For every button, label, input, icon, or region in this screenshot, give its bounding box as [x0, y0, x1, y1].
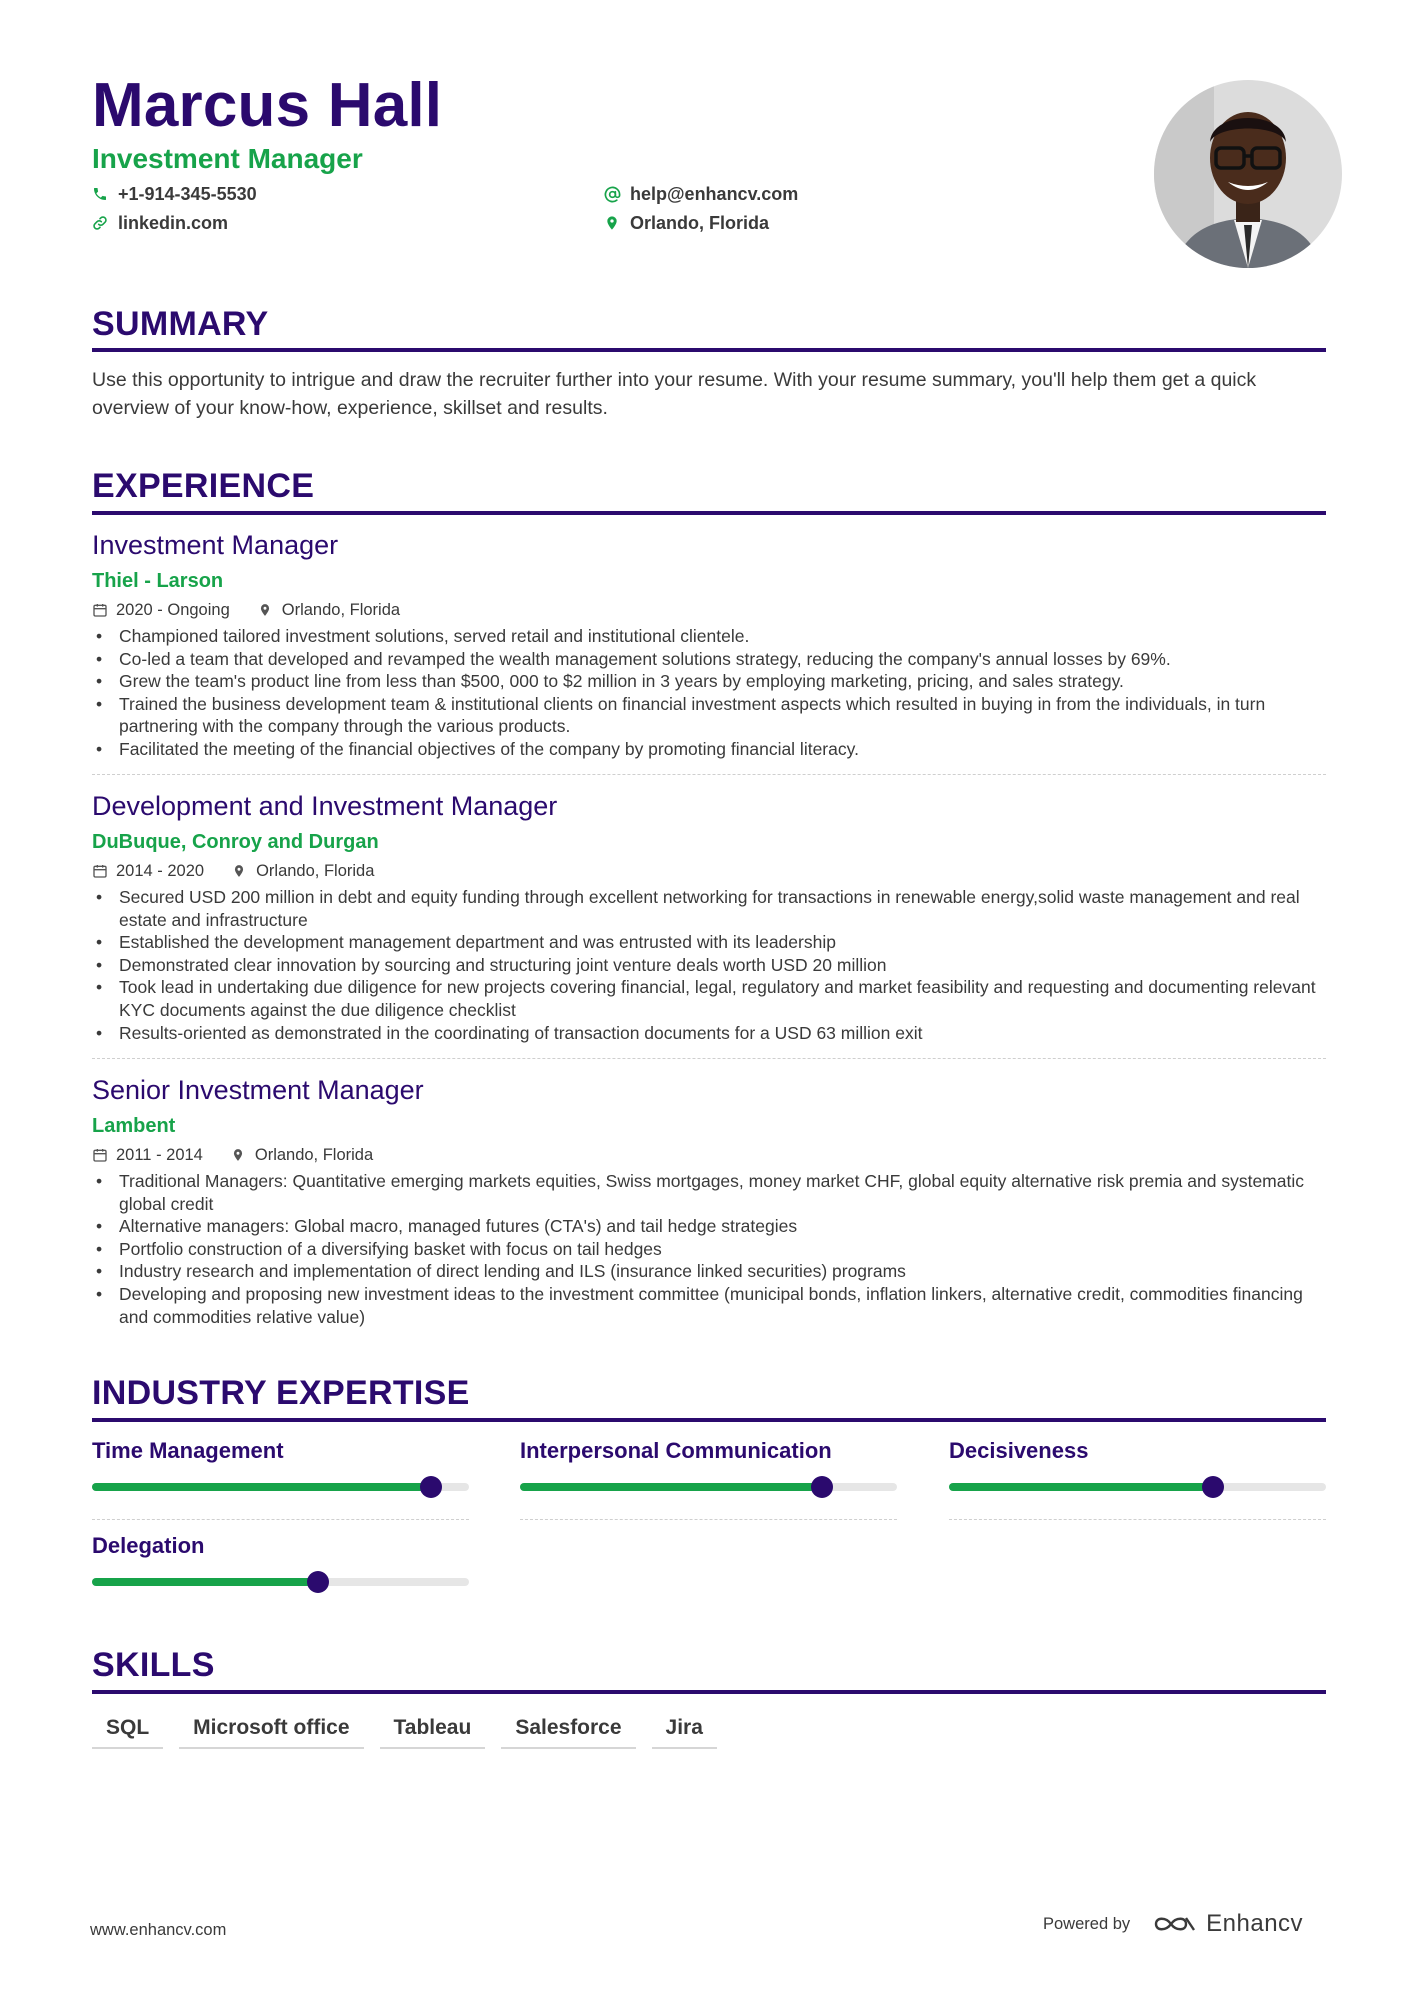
job-bullet: • Facilitated the meeting of the financial objectives of the company by promoting financial literacy.	[92, 738, 1326, 761]
experience-heading: EXPERIENCE	[92, 467, 315, 505]
job-divider	[92, 1058, 1326, 1059]
skill-tag: Jira	[652, 1716, 717, 1749]
job-bullet: • Traditional Managers: Quantitative emerging markets equities, Swiss mortgages, money market CHF, global equity alternative risk premia and systematic global credit	[92, 1170, 1326, 1215]
expertise-bar-knob	[811, 1476, 833, 1498]
job-bullet: • Demonstrated clear innovation by sourcing and structuring joint venture deals worth USD 20 million	[92, 954, 1326, 977]
expertise-divider	[949, 1519, 1326, 1520]
experience-entry	[92, 527, 1326, 761]
expertise-bar-knob	[307, 1571, 329, 1593]
footer-website[interactable]: www.enhancv.com	[90, 1921, 227, 1939]
experience-divider	[92, 511, 1326, 515]
calendar-icon	[92, 863, 108, 879]
enhancv-logo[interactable]	[1152, 1910, 1303, 1938]
footer-branding	[1043, 1910, 1303, 1938]
summary-divider	[92, 348, 1326, 352]
skill-tag: Microsoft office	[179, 1716, 363, 1749]
job-company: DuBuque, Conroy and Durgan	[92, 831, 379, 853]
location-text: Orlando, Florida	[630, 213, 770, 233]
expertise-bar-knob	[420, 1476, 442, 1498]
expertise-bar	[92, 1483, 469, 1491]
contact-location	[604, 213, 769, 234]
skill-tag: SQL	[92, 1716, 163, 1749]
expertise-label: Interpersonal Communication	[520, 1438, 832, 1463]
expertise-divider	[92, 1418, 1326, 1422]
job-location	[231, 1146, 373, 1165]
job-divider	[92, 774, 1326, 775]
expertise-heading: INDUSTRY EXPERTISE	[92, 1374, 470, 1412]
summary-text: Use this opportunity to intrigue and draw the recruiter further into your resume. With your resume summary, you'll help them get a quick overview of your know-how, experience, skillset and results.	[92, 369, 1257, 419]
job-bullet: • Established the development management department and was entrusted with its leadership	[92, 931, 1326, 954]
job-company: Thiel - Larson	[92, 570, 224, 592]
job-bullet: • Secured USD 200 million in debt and equity funding through excellent networking for transactions in renewable energy,solid waste management and real estate and infrastructure	[92, 886, 1326, 931]
phone-icon	[92, 186, 110, 204]
at-icon	[604, 186, 622, 204]
skills-list	[92, 1716, 717, 1749]
website-text: linkedin.com	[118, 213, 229, 233]
expertise-bar	[520, 1483, 897, 1491]
expertise-bar-fill	[520, 1483, 822, 1491]
job-bullet: • Portfolio construction of a diversifying basket with focus on tail hedges	[92, 1238, 1326, 1261]
experience-entry	[92, 788, 1326, 1044]
expertise-item	[92, 1531, 469, 1586]
job-dates: 2014 - 2020	[116, 861, 205, 880]
calendar-icon	[92, 1147, 108, 1163]
job-meta	[92, 1142, 1326, 1168]
location-pin-icon	[231, 1147, 247, 1163]
job-bullet: • Co-led a team that developed and revamped the wealth management solutions strategy, reducing the company's annual losses by 69%.	[92, 648, 1326, 671]
summary-heading: SUMMARY	[92, 305, 269, 343]
job-bullets	[92, 625, 1326, 761]
job-location	[232, 862, 374, 881]
expertise-label: Delegation	[92, 1533, 205, 1558]
location-pin-icon	[258, 602, 274, 618]
job-location-text: Orlando, Florida	[281, 600, 401, 619]
email-text: help@enhancv.com	[630, 184, 799, 204]
job-bullet: • Industry research and implementation of direct lending and ILS (insurance linked securities) programs	[92, 1260, 1326, 1283]
skill-tag: Tableau	[380, 1716, 486, 1749]
job-location-text: Orlando, Florida	[256, 861, 375, 880]
candidate-title: Investment Manager	[92, 143, 363, 174]
skills-heading: SKILLS	[92, 1646, 215, 1684]
job-bullet: • Trained the business development team & institutional clients on financial investment aspects which resulted in buying in from the individuals, in turn partnering with the company through the various products.	[92, 693, 1326, 738]
job-company: Lambent	[92, 1115, 176, 1137]
job-bullet: • Alternative managers: Global macro, managed futures (CTA's) and tail hedge strategies	[92, 1215, 1326, 1238]
expertise-item	[949, 1436, 1326, 1520]
expertise-label: Decisiveness	[949, 1438, 1089, 1463]
experience-entry	[92, 1072, 1326, 1328]
job-bullet: • Results-oriented as demonstrated in the coordinating of transaction documents for a USD 63 million exit	[92, 1022, 1326, 1045]
contact-email[interactable]	[604, 184, 798, 205]
expertise-label: Time Management	[92, 1438, 284, 1463]
job-bullet: • Championed tailored investment solutions, served retail and institutional clientele.	[92, 625, 1326, 648]
expertise-bar-fill	[92, 1483, 431, 1491]
expertise-bar	[92, 1578, 469, 1586]
candidate-name: Marcus Hall	[92, 71, 443, 140]
job-location-text: Orlando, Florida	[254, 1145, 374, 1164]
job-dates: 2020 - Ongoing	[116, 600, 230, 619]
expertise-bar	[949, 1483, 1326, 1491]
powered-by-text: Powered by	[1043, 1914, 1131, 1933]
location-pin-icon	[604, 215, 622, 233]
job-title: Senior Investment Manager	[92, 1075, 424, 1105]
calendar-icon	[92, 602, 108, 618]
brand-name: Enhancv	[1206, 1910, 1304, 1937]
enhancv-logo-icon	[1152, 1912, 1198, 1936]
contact-phone[interactable]	[92, 184, 257, 205]
job-bullet: • Took lead in undertaking due diligence for new projects covering financial, legal, regulatory and market feasibility and requesting and documenting relevant KYC documents against the due diligence checklist	[92, 976, 1326, 1021]
job-dates: 2011 - 2014	[116, 1145, 203, 1164]
contact-website[interactable]	[92, 213, 228, 234]
job-bullets	[92, 1170, 1326, 1328]
location-pin-icon	[232, 863, 248, 879]
phone-text: +1-914-345-5530	[118, 184, 257, 204]
job-location	[258, 601, 400, 620]
job-bullet: • Grew the team's product line from less than $500, 000 to $2 million in 3 years by employing marketing, pricing, and sales strategy.	[92, 670, 1326, 693]
job-bullet: • Developing and proposing new investment ideas to the investment committee (municipal bonds, inflation linkers, alternative credit, commodities financing and commodities relative value)	[92, 1283, 1326, 1328]
job-title: Development and Investment Manager	[92, 791, 558, 821]
job-title: Investment Manager	[92, 530, 339, 560]
expertise-divider	[92, 1519, 469, 1520]
job-bullets	[92, 886, 1326, 1044]
expertise-divider	[520, 1519, 897, 1520]
link-icon	[92, 215, 110, 233]
job-meta	[92, 858, 1326, 884]
skills-divider	[92, 1690, 1326, 1694]
expertise-item	[520, 1436, 897, 1520]
job-meta	[92, 597, 1326, 623]
skill-tag: Salesforce	[501, 1716, 635, 1749]
expertise-bar-fill	[92, 1578, 318, 1586]
expertise-item	[92, 1436, 469, 1520]
expertise-bar-fill	[949, 1483, 1213, 1491]
profile-photo	[1154, 80, 1342, 268]
expertise-bar-knob	[1202, 1476, 1224, 1498]
